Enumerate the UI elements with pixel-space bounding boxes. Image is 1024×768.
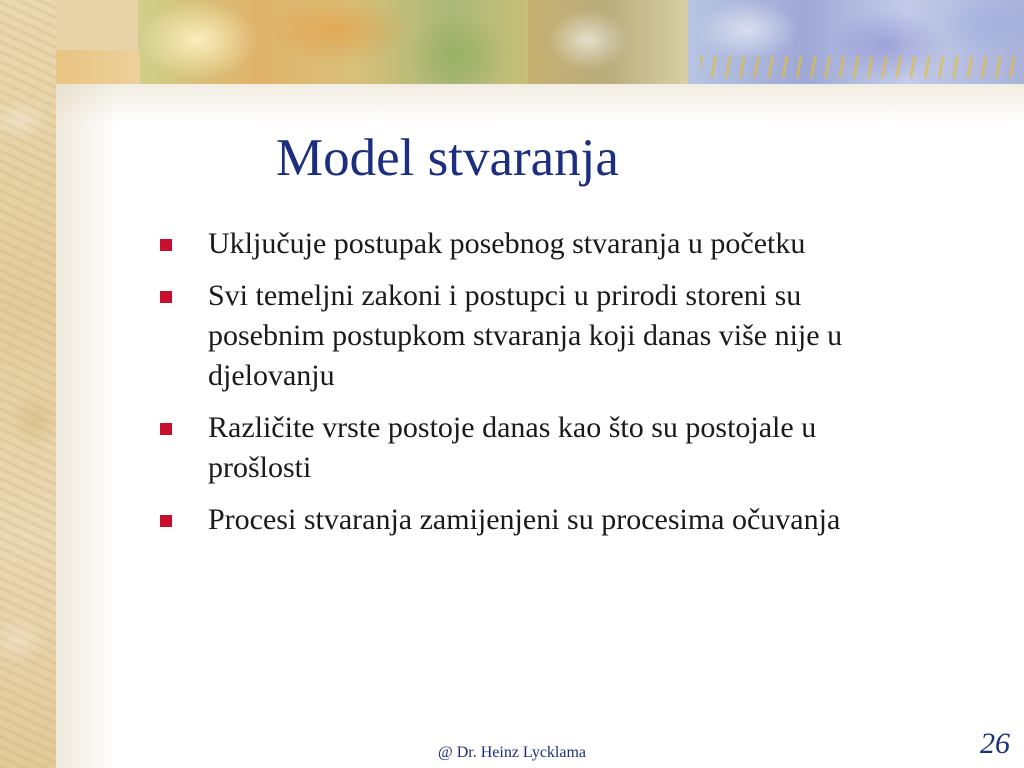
left-shadow [56,84,116,768]
bullet-text: Uključuje postupak posebnog stvaranja u početku [208,227,806,260]
slide-title: Model stvaranja [276,129,619,187]
slide-number: 26 [980,727,1010,760]
bullet-item [160,224,920,264]
bullet-item [160,276,920,396]
top-texture-image [528,0,688,84]
bullet-item [160,408,920,488]
gold-stroke-decoration [700,56,1024,78]
bullet-text: Procesi stvaranja zamijenjeni su procesima očuvanja [208,503,841,536]
square-bullet-icon [160,423,172,435]
top-shadow [56,84,1024,124]
bullet-text: Svi temeljni zakoni i postupci u prirodi storeni su posebnim postupkom stvaranja koji danas više nije u djelovanju [208,279,843,392]
footer-author: @ Dr. Heinz Lycklama [437,744,587,761]
bullet-list [160,224,920,552]
bullet-item [160,500,920,540]
square-bullet-icon [160,239,172,251]
square-bullet-icon [160,291,172,303]
left-parchment-strip [0,0,56,768]
square-bullet-icon [160,515,172,527]
top-leaf-image [138,0,528,84]
bullet-text: Različite vrste postoje danas kao što su postojale u prošlosti [208,411,817,484]
